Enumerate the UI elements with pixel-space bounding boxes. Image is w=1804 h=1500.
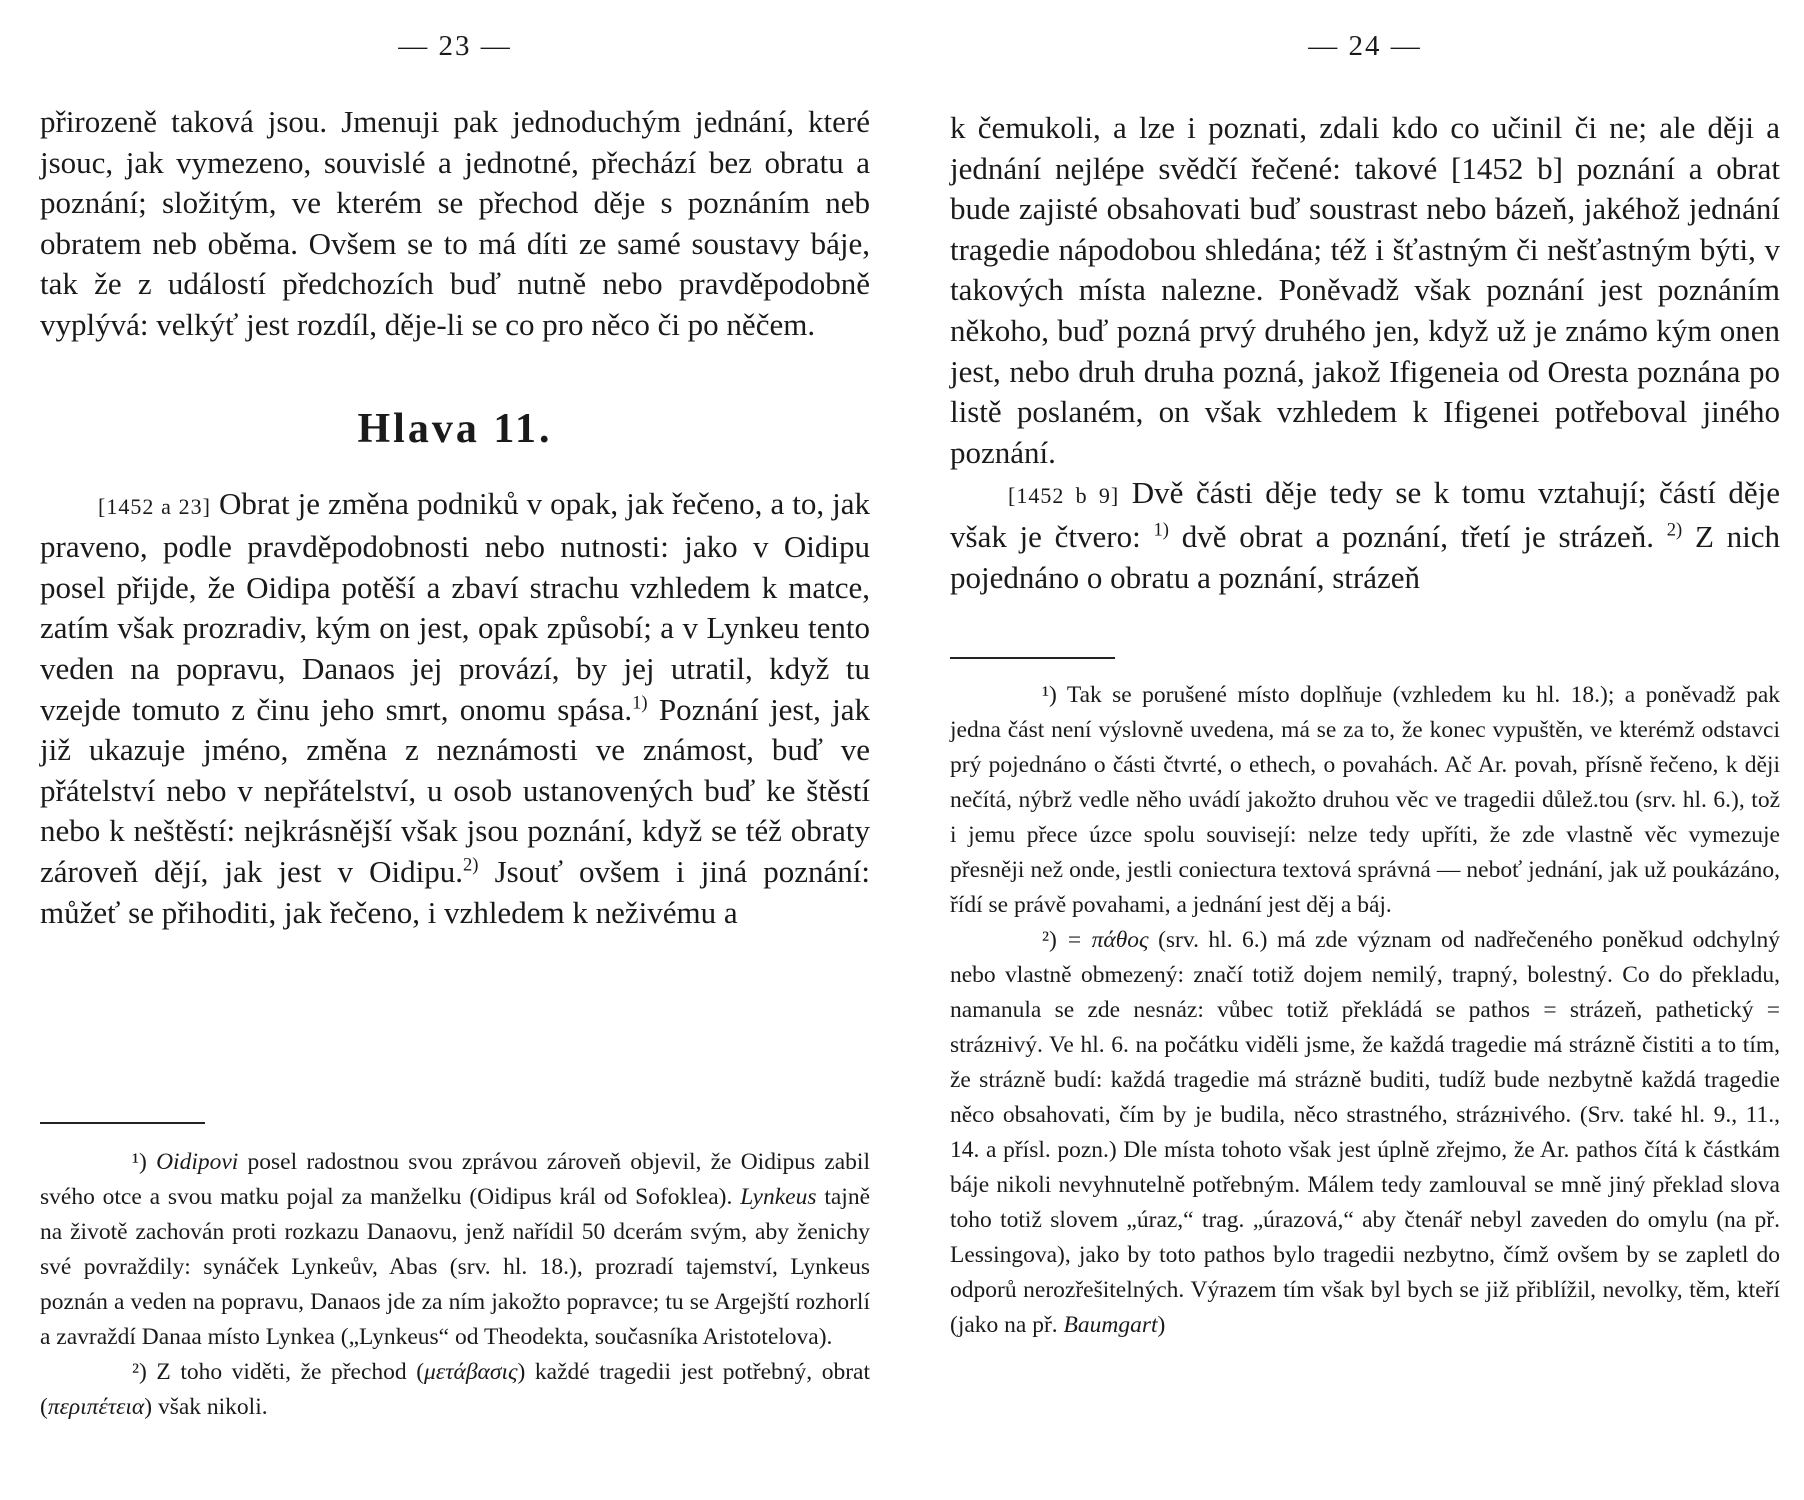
footnote-text: ) každé tragedii jest potřebný, obrat ( [40,1359,870,1420]
footnote-number: ¹) [132,1149,147,1175]
greek-term: περιπέτεια [47,1394,145,1420]
left-page [40,0,870,1500]
margin-reference: [1452 a 23] [98,493,211,519]
main-text [40,102,870,933]
footnotes [950,678,1780,1343]
paragraph-text: Poznání jest, jak již ukazuje jméno, změna z neznámosti ve známost, buď ve přátelství nebo v nepřátelství, u osob ustanovených buď ke štěstí nebo k neštěstí: nejkrásnější však jsou poznání, když se též obraty zároveň dějí, jak jest v Oidipu. [40,691,871,889]
footnote-number: ¹) [1042,682,1057,708]
footnote-rule [950,657,1115,659]
footnote-text: ) však nikoli. [144,1394,268,1420]
main-text [950,108,1780,598]
footnote-text: Z toho viděti, že přechod ( [156,1359,425,1385]
footnote-mark[interactable]: 2) [462,854,479,876]
footnote [40,1355,870,1425]
paragraph [40,484,870,934]
paragraph [950,473,1780,598]
footnote-name: Lynkeus [740,1184,817,1210]
paragraph-text: Z nich pojednáno o obratu a poznání, strázeň [950,518,1781,595]
footnote-name: Baumgart [1063,1312,1158,1338]
footnote-text: ) [1157,1312,1166,1338]
footnote-rule [40,1122,205,1124]
footnote-name: Oidipovi [156,1149,239,1175]
page-number: — 23 — [398,30,512,62]
margin-reference: [1452 b 9] [1008,483,1120,509]
paragraph-text: Dvě části děje tedy se k tomu vztahují; částí děje však je čtvero: [950,475,1781,554]
footnote [950,923,1780,1343]
footnote-text: (srv. hl. 6.) má zde význam od nadřečeného poněkud odchylný nebo vlastně obmezený: značí totiž dojem nemilý, trapný, bolestný. Co do překladu, namanula se zde nesnáz: vůbec totiž překládá se pathos = strázeň, pathetický = strázнivý. Ve hl. 6. na počátku viděli jsme, že každá tragedie má strázně čistiti a to tím, že strázně budí: každá tragedie má strázně buditi, tudíž bude nezbytně každá tragedie něco obsahovati, čím by je budila, něco strastného, strázнivého. (Srv. také hl. 9., 11., 14. a přísl. pozn.) Dle místa tohoto však jest úplně zřejmo, že Ar. pathos čítá k částkám báje nikoli nevyhnutelně potřebným. Málem tedy zamlouval se mně jiný překlad slova toho totiž slovem „úraz,“ trag. „úrazová,“ aby čtenář nebyl zaveden do omylu (na př. Lessingova), jako by toto pathos bylo tragedii nezbytno, čímž ovšem by se zapletl do odporů nerozřešitelných. Výrazem tím však byl bych se již přiblížil, nevolky, těm, kteří (jako na př. [950,927,1781,1338]
paragraph: přirozeně taková jsou. Jmenuji pak jednoduchým jednání, které jsouc, jak vymezeno, souvislé a jednotné, přechází bez obratu a poznání; složitým, ve kterém se přechod děje s poznáním neb obratem neb oběma. Ovšem se to má díti ze samé soustavy báje, tak že z událostí předchozích buď nutně nebo pravděpodobně vyplývá: velkýť jest rozdíl, děje-li se co pro něco či po něčem. [40,104,870,342]
footnote-mark[interactable]: 1) [632,692,648,714]
paragraph: k čemukoli, a lze i poznati, zdali kdo co učinil či ne; ale ději a jednání nejlépe svědčí řečené: takové [1452 b] poznání a obrat bude zajisté obsahovati buď soustrast nebo bázeň, jakéhož jednání tragedie nápodobou shledána; též i šťastným či nešťastným býti, v takových místa nalezne. Poněvadž však poznání jest poznáním někoho, buď pozná prvý druhého jen, když už je známo kým onen jest, nebo druh druha pozná, jakož Ifigeneia od Oresta poznána po listě poslaném, on však vzhledem k Ifigenei potřeboval jiného poznání. [950,110,1780,470]
footnote [40,1145,870,1355]
greek-term: = πάθος [1066,927,1149,953]
footnote-text: Tak se porušené místo doplňuje (vzhledem ku hl. 18.); a poněvadž pak jedna část není výslovně uvedena, má se za to, že konec vypuštěn, ve kterémž odstavci prý pojednáno o části čtvrté, o ethech, o povahách. Ač Ar. povah, přísně řečeno, k ději nečítá, nýbrž vedle něho uvádí jakožto druhou věc ve tragedii důlež.tou (srv. hl. 6.), tož i jemu přece úzce spolu souvisejí: nelze tedy upříti, že zde vlastně věc vymezuje přesněji než onde, jestli coniectura textová správná — neboť jednání, jak už poukázáno, řídí se právě povahami, a jednání jest děj a báj. [950,682,1781,918]
chapter-heading: Hlava 11. [357,405,553,452]
greek-term: μετάβασις [424,1359,518,1385]
footnote-mark[interactable]: 1) [1153,519,1169,541]
paragraph-text: Jsouť ovšem i jiná poznání: můžeť se přihoditi, jak řečeno, i vzhledem k neživému a [40,853,871,930]
right-page [950,0,1780,1500]
footnote-text: posel radostnou svou zprávou zároveň objevil, že Oidipus zabil svého otce a svou matku pojal za manželku (Oidipus král od Sofoklea). [40,1149,870,1210]
footnote-mark[interactable]: 2) [1666,519,1683,541]
paragraph-text: dvě obrat a poznání, třetí je strázeň. [1181,518,1655,554]
page-number: — 24 — [1308,30,1422,62]
footnotes [40,1145,870,1425]
paragraph-text: Obrat je změna podniků v opak, jak řečeno, a to, jak praveno, podle pravděpodobnosti nebo nutnosti: jako v Oidipu posel přijde, že Oidipa potěší a zbaví strachu vzhledem k matce, zatím však prozradiv, kým on jest, opak způsobí; a v Lynkeu tento veden na popravu, Danaos jej provází, by jej utratil, když tu vzejde tomuto z činu jeho smrt, onomu spása. [40,485,871,727]
footnote-number: ²) [132,1359,147,1385]
footnote-text: tajně na životě zachován proti rozkazu Danaovu, jenž nařídil 50 dcerám svým, aby ženichy své povraždily: synáček Lynkeův, Abas (srv. hl. 18.), prozradí tajemství, Lynkeus poznán a veden na popravu, Danaos jde za ním jakožto popravce; tu se Argejští rozhorlí a zavraždí Danaa místo Lynkea („Lynkeus“ od Theodekta, současníka Aristotelova). [40,1184,870,1350]
footnote-number: ²) [1042,927,1057,953]
footnote [950,678,1780,923]
